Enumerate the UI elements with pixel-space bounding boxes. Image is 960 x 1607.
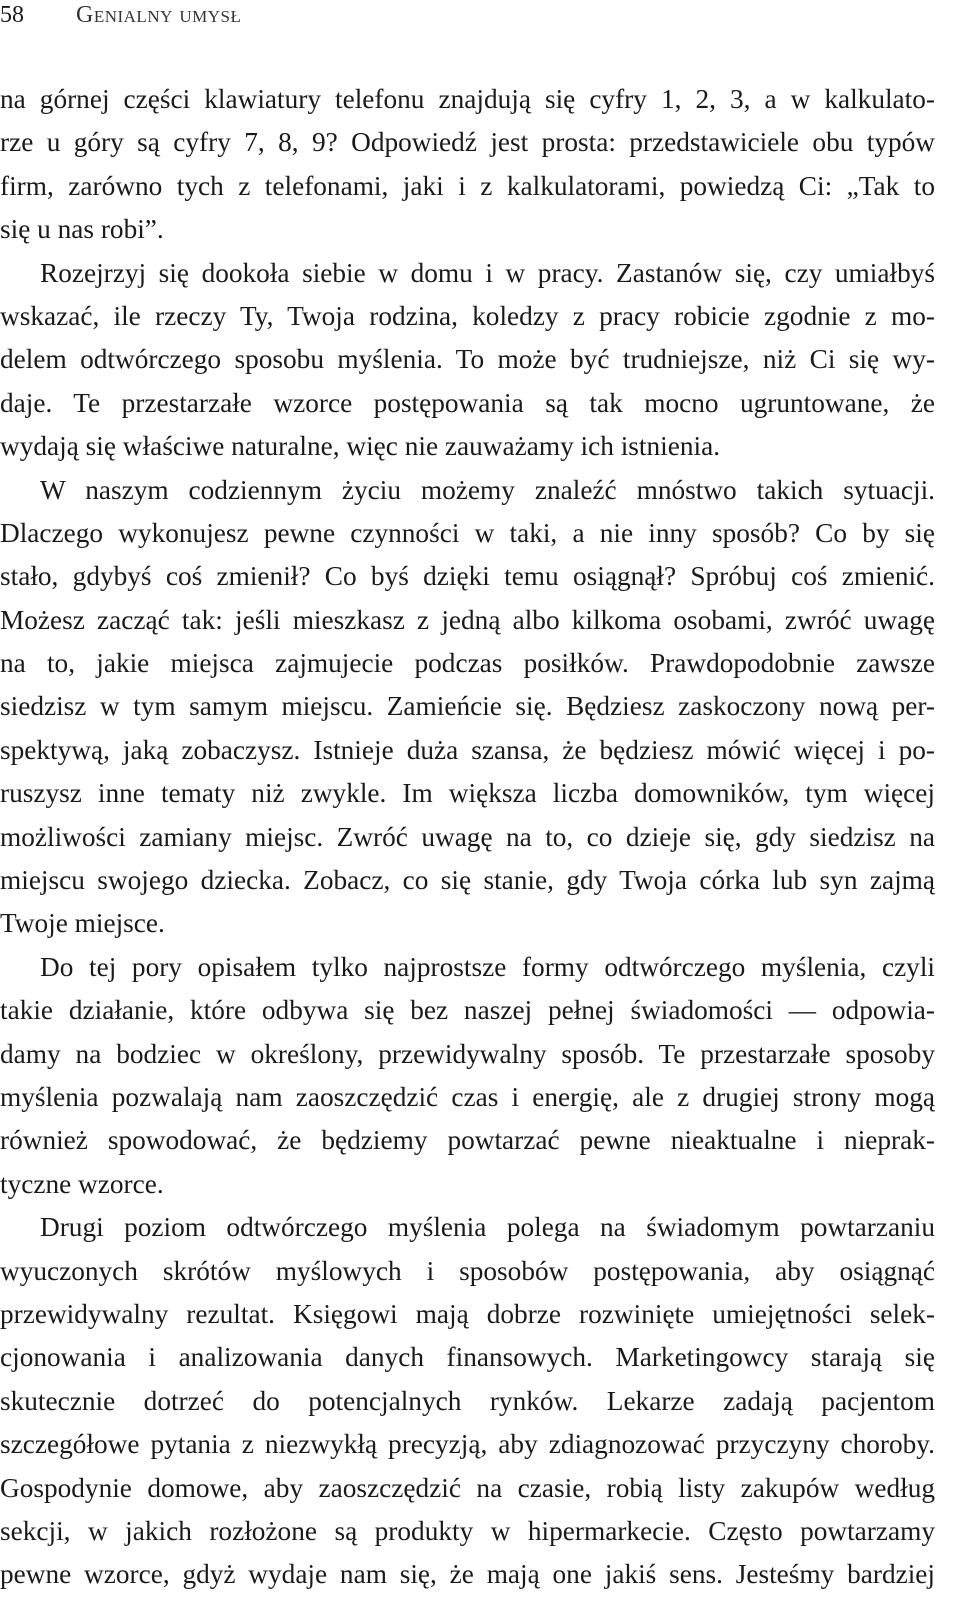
text-line: rze u góry są cyfry 7, 8, 9? Odpowiedź jest prosta: przedstawiciele obu typów	[0, 127, 935, 158]
text-line: również spowodować, że będziemy powtarzać pewne nieaktualne i nieprak-	[0, 1125, 935, 1156]
text-line: damy na bodziec w określony, przewidywalny sposób. Te przestarzałe sposoby	[0, 1038, 935, 1069]
text-line: pewne wzorce, gdyż wydaje nam się, że mają one jakiś sens. Jesteśmy bardziej	[0, 1559, 935, 1590]
text-line: Gospodynie domowe, aby zaoszczędzić na czasie, robią listy zakupów według	[0, 1472, 935, 1503]
text-line: Twoje miejsce.	[0, 908, 165, 939]
text-line: takie działanie, które odbywa się bez naszej pełnej świadomości — odpowia-	[0, 995, 935, 1026]
text-line: skutecznie dotrzeć do potencjalnych rynków. Lekarze zadają pacjentom	[0, 1385, 935, 1416]
text-line: siedzisz w tym samym miejscu. Zamieńcie się. Będziesz zaskoczony nową per-	[0, 691, 935, 722]
running-title: Genialny umysł	[76, 2, 242, 28]
text-line: Drugi poziom odtwórczego myślenia polega na świadomym powtarzaniu	[40, 1212, 935, 1243]
text-line: wskazać, ile rzeczy Ty, Twoja rodzina, koledzy z pracy robicie zgodnie z mo-	[0, 300, 935, 331]
text-line: szczegółowe pytania z niezwykłą precyzją, aby zdiagnozować przyczyny choroby.	[0, 1429, 935, 1460]
text-line: Możesz zacząć tak: jeśli mieszkasz z jedną albo kilkoma osobami, zwróć uwagę	[0, 604, 935, 635]
text-line: spektywą, jaką zobaczysz. Istnieje duża szansa, że będziesz mówić więcej i po-	[0, 734, 935, 765]
text-line: delem odtwórczego sposobu myślenia. To może być trudniejsze, niż Ci się wy-	[0, 344, 935, 375]
text-line: wydają się właściwe naturalne, więc nie zauważamy ich istnienia.	[0, 431, 721, 462]
text-line: się u nas robi”.	[0, 214, 164, 245]
text-line: tyczne wzorce.	[0, 1168, 164, 1199]
text-line: wyuczonych skrótów myślowych i sposobów postępowania, aby osiągnąć	[0, 1255, 935, 1286]
text-line: W naszym codziennym życiu możemy znaleźć mnóstwo takich sytuacji.	[40, 474, 935, 505]
text-line: Do tej pory opisałem tylko najprostsze formy odtwórczego myślenia, czyli	[40, 951, 935, 982]
text-line: przewidywalny rezultat. Księgowi mają dobrze rozwinięte umiejętności selek-	[0, 1298, 935, 1329]
page-number: 58	[0, 2, 24, 28]
text-line: na górnej części klawiatury telefonu znajdują się cyfry 1, 2, 3, a w kalkulato-	[0, 84, 935, 114]
text-line: Dlaczego wykonujesz pewne czynności w taki, a nie inny sposób? Co by się	[0, 517, 935, 548]
text-line: możliwości zamiany miejsc. Zwróć uwagę na to, co dzieje się, gdy siedzisz na	[0, 821, 935, 852]
text-line: cjonowania i analizowania danych finansowych. Marketingowcy starają się	[0, 1342, 935, 1373]
page-header	[0, 0, 241, 30]
text-line: na to, jakie miejsca zajmujecie podczas posiłków. Prawdopodobnie zawsze	[0, 648, 935, 679]
text-line: firm, zarówno tych z telefonami, jaki i z kalkulatorami, powiedzą Ci: „Tak to	[0, 170, 935, 201]
text-line: myślenia pozwalają nam zaoszczędzić czas i energię, ale z drugiej strony mogą	[0, 1081, 935, 1112]
text-line: ruszysz inne tematy niż zwykle. Im większa liczba domowników, tym więcej	[0, 778, 935, 809]
text-line: daje. Te przestarzałe wzorce postępowania są tak mocno ugruntowane, że	[0, 387, 935, 418]
body-text	[0, 78, 935, 1597]
text-line: sekcji, w jakich rozłożone są produkty w hipermarkecie. Często powtarzamy	[0, 1515, 935, 1546]
text-line: Rozejrzyj się dookoła siebie w domu i w pracy. Zastanów się, czy umiałbyś	[40, 257, 935, 288]
text-line: stało, gdybyś coś zmienił? Co byś dzięki temu osiągnął? Spróbuj coś zmienić.	[0, 561, 935, 592]
text-line: miejscu swojego dziecka. Zobacz, co się stanie, gdy Twoja córka lub syn zajmą	[0, 865, 935, 896]
